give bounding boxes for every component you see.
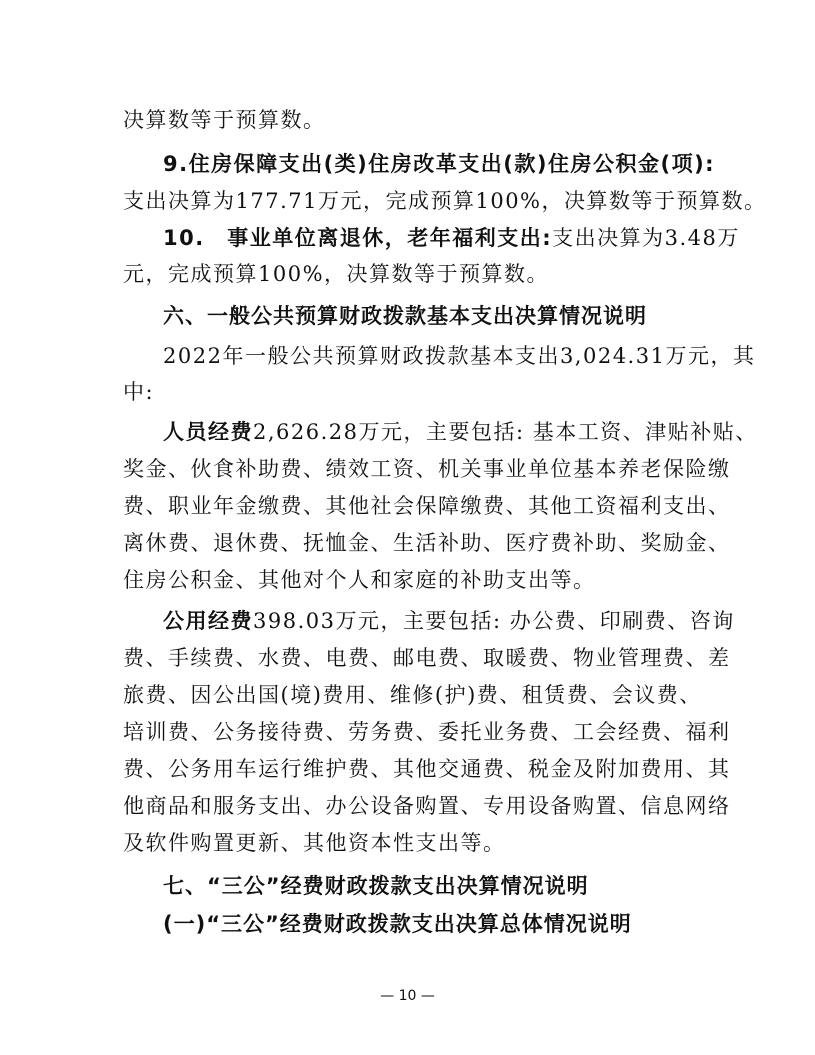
paragraph-text: 398.03万元，主要包括: 办公费、印刷费、咨询 — [253, 609, 735, 633]
section-heading-9: 9.住房保障支出(类)住房改革支出(款)住房公积金(项): — [163, 152, 716, 176]
section-heading-six: 六、一般公共预算财政拨款基本支出决算情况说明 — [163, 304, 647, 328]
paragraph-line: 培训费、公务接待费、劳务费、委托业务费、工会经费、福利 — [123, 720, 731, 744]
paragraph-line: 费、手续费、水费、电费、邮电费、取暖费、物业管理费、差 — [123, 646, 731, 670]
paragraph-line: 住房公积金、其他对个人和家庭的补助支出等。 — [123, 568, 596, 592]
paragraph-line: 离休费、退休费、抚恤金、生活补助、医疗费补助、奖励金、 — [123, 531, 731, 555]
section-heading-seven: 七、“三公”经费财政拨款支出决算情况说明 — [163, 874, 589, 898]
personnel-expense-label: 人员经费 — [163, 420, 253, 444]
paragraph-line-10 — [163, 220, 743, 256]
paragraph-line: 旅费、因公出国(境)费用、维修(护)费、租赁费、会议费、 — [123, 683, 702, 707]
page-number: — 10 — — [380, 988, 435, 1004]
paragraph-line: 支出决算为177.71万元，完成预算100%，决算数等于预算数。 — [123, 189, 767, 213]
paragraph-line: 中: — [123, 380, 155, 404]
paragraph-line-personnel — [163, 414, 758, 450]
paragraph-line: 奖金、伙食补助费、绩效工资、机关事业单位基本养老保险缴 — [123, 457, 731, 481]
paragraph-line: 及软件购置更新、其他资本性支出等。 — [123, 831, 506, 855]
paragraph-text: 2,626.28万元，主要包括: 基本工资、津贴补贴、 — [253, 420, 758, 444]
paragraph-line: 元，完成预算100%，决算数等于预算数。 — [123, 262, 550, 286]
paragraph-line: 费、职业年金缴费、其他社会保障缴费、其他工资福利支出、 — [123, 494, 731, 518]
paragraph-line: 2022年一般公共预算财政拨款基本支出3,024.31万元，其 — [163, 344, 756, 368]
paragraph-line: 决算数等于预算数。 — [123, 108, 326, 132]
public-expense-label: 公用经费 — [163, 609, 253, 633]
subsection-heading-one: (一)“三公”经费财政拨款支出决算总体情况说明 — [163, 912, 632, 936]
section-heading-10: 10. 事业单位离退休，老年福利支出: — [163, 226, 553, 250]
paragraph-line: 他商品和服务支出、办公设备购置、专用设备购置、信息网络 — [123, 794, 731, 818]
paragraph-text: 支出决算为3.48万 — [552, 226, 740, 250]
paragraph-line-public — [163, 603, 743, 639]
paragraph-line: 费、公务用车运行维护费、其他交通费、税金及附加费用、其 — [123, 757, 731, 781]
